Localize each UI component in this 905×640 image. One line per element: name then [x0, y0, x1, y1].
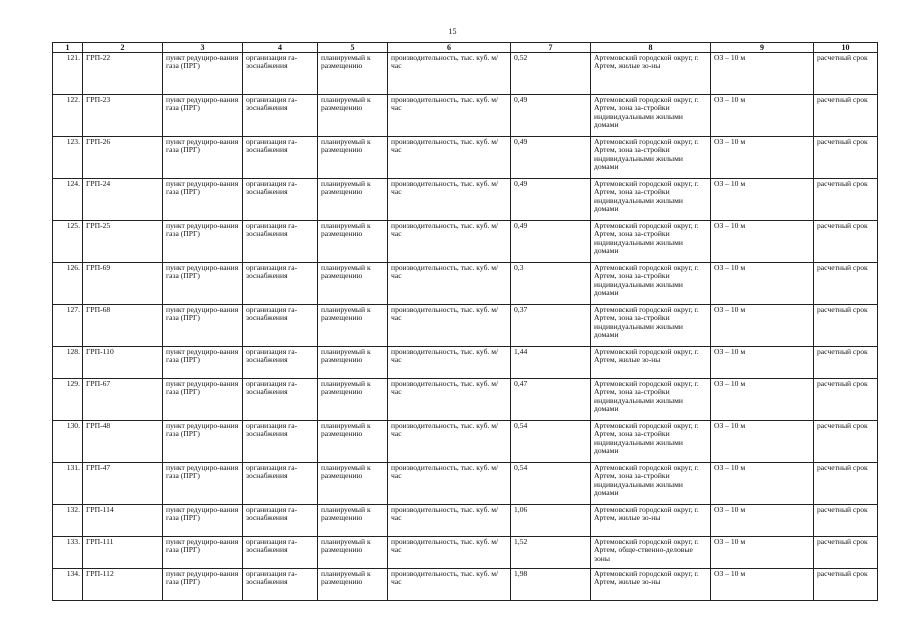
protection-zone-cell: ОЗ – 10 м [711, 379, 814, 421]
term-cell: расчетный срок [814, 95, 878, 137]
table-row [53, 379, 878, 421]
location-cell: Артемовский городской округ, г. Артем, зона за-стройки индивидуальными жилыми домами [591, 179, 711, 221]
term-cell: расчетный срок [814, 179, 878, 221]
value-cell: 0,37 [511, 305, 591, 347]
column-number-10: 10 [814, 43, 878, 53]
object-name-cell: ГРП-69 [83, 263, 163, 305]
parameter-cell: производительность, тыс. куб. м/час [388, 221, 511, 263]
value-cell: 0,54 [511, 421, 591, 463]
object-name-cell: ГРП-26 [83, 137, 163, 179]
object-name-cell: ГРП-110 [83, 347, 163, 379]
location-cell: Артемовский городской округ, г. Артем, жилые зо-ны [591, 53, 711, 95]
object-type-cell: пункт редуциро-вания газа (ПРГ) [163, 505, 243, 537]
value-cell: 0,3 [511, 263, 591, 305]
table-row [53, 347, 878, 379]
object-type-cell: пункт редуциро-вания газа (ПРГ) [163, 569, 243, 601]
parameter-cell: производительность, тыс. куб. м/час [388, 53, 511, 95]
parameter-cell: производительность, тыс. куб. м/час [388, 421, 511, 463]
term-cell: расчетный срок [814, 421, 878, 463]
parameter-cell: производительность, тыс. куб. м/час [388, 505, 511, 537]
row-number-cell: 128. [53, 347, 83, 379]
column-number-6: 6 [388, 43, 511, 53]
parameter-cell: производительность, тыс. куб. м/час [388, 263, 511, 305]
purpose-cell: организация га-зоснабжения [243, 137, 318, 179]
purpose-cell: организация га-зоснабжения [243, 221, 318, 263]
parameter-cell: производительность, тыс. куб. м/час [388, 137, 511, 179]
value-cell: 0,47 [511, 379, 591, 421]
row-number-cell: 122. [53, 95, 83, 137]
object-name-cell: ГРП-24 [83, 179, 163, 221]
status-cell: планируемый к размещению [318, 221, 388, 263]
status-cell: планируемый к размещению [318, 179, 388, 221]
table-row [53, 537, 878, 569]
protection-zone-cell: ОЗ – 10 м [711, 137, 814, 179]
row-number-cell: 127. [53, 305, 83, 347]
purpose-cell: организация га-зоснабжения [243, 347, 318, 379]
protection-zone-cell: ОЗ – 10 м [711, 95, 814, 137]
protection-zone-cell: ОЗ – 10 м [711, 347, 814, 379]
row-number-cell: 121. [53, 53, 83, 95]
object-type-cell: пункт редуциро-вания газа (ПРГ) [163, 421, 243, 463]
row-number-cell: 125. [53, 221, 83, 263]
protection-zone-cell: ОЗ – 10 м [711, 263, 814, 305]
term-cell: расчетный срок [814, 569, 878, 601]
term-cell: расчетный срок [814, 305, 878, 347]
location-cell: Артемовский городской округ, г. Артем, обще-ственно-деловые зоны [591, 537, 711, 569]
object-type-cell: пункт редуциро-вания газа (ПРГ) [163, 137, 243, 179]
table-row [53, 137, 878, 179]
parameter-cell: производительность, тыс. куб. м/час [388, 379, 511, 421]
value-cell: 1,98 [511, 569, 591, 601]
term-cell: расчетный срок [814, 221, 878, 263]
status-cell: планируемый к размещению [318, 263, 388, 305]
status-cell: планируемый к размещению [318, 537, 388, 569]
term-cell: расчетный срок [814, 137, 878, 179]
location-cell: Артемовский городской округ, г. Артем, жилые зо-ны [591, 569, 711, 601]
object-type-cell: пункт редуциро-вания газа (ПРГ) [163, 263, 243, 305]
column-number-header-row [53, 43, 878, 53]
status-cell: планируемый к размещению [318, 421, 388, 463]
term-cell: расчетный срок [814, 379, 878, 421]
protection-zone-cell: ОЗ – 10 м [711, 179, 814, 221]
parameter-cell: производительность, тыс. куб. м/час [388, 347, 511, 379]
parameter-cell: производительность, тыс. куб. м/час [388, 305, 511, 347]
column-number-9: 9 [711, 43, 814, 53]
register-table [52, 42, 878, 601]
location-cell: Артемовский городской округ, г. Артем, зона за-стройки индивидуальными жилыми домами [591, 379, 711, 421]
object-name-cell: ГРП-22 [83, 53, 163, 95]
location-cell: Артемовский городской округ, г. Артем, зона за-стройки индивидуальными жилыми домами [591, 421, 711, 463]
status-cell: планируемый к размещению [318, 347, 388, 379]
location-cell: Артемовский городской округ, г. Артем, зона за-стройки индивидуальными жилыми домами [591, 95, 711, 137]
table-row [53, 463, 878, 505]
page-number: 15 [448, 27, 457, 36]
location-cell: Артемовский городской округ, г. Артем, зона за-стройки индивидуальными жилыми домами [591, 221, 711, 263]
table-row [53, 569, 878, 601]
object-type-cell: пункт редуциро-вания газа (ПРГ) [163, 305, 243, 347]
object-type-cell: пункт редуциро-вания газа (ПРГ) [163, 537, 243, 569]
location-cell: Артемовский городской округ, г. Артем, зона за-стройки индивидуальными жилыми домами [591, 137, 711, 179]
purpose-cell: организация га-зоснабжения [243, 179, 318, 221]
status-cell: планируемый к размещению [318, 569, 388, 601]
status-cell: планируемый к размещению [318, 95, 388, 137]
object-type-cell: пункт редуциро-вания газа (ПРГ) [163, 53, 243, 95]
row-number-cell: 131. [53, 463, 83, 505]
object-name-cell: ГРП-47 [83, 463, 163, 505]
value-cell: 0,49 [511, 221, 591, 263]
row-number-cell: 133. [53, 537, 83, 569]
column-number-5: 5 [318, 43, 388, 53]
column-number-2: 2 [83, 43, 163, 53]
purpose-cell: организация га-зоснабжения [243, 53, 318, 95]
row-number-cell: 124. [53, 179, 83, 221]
object-name-cell: ГРП-114 [83, 505, 163, 537]
protection-zone-cell: ОЗ – 10 м [711, 569, 814, 601]
row-number-cell: 126. [53, 263, 83, 305]
table-body [53, 53, 878, 601]
object-name-cell: ГРП-111 [83, 537, 163, 569]
purpose-cell: организация га-зоснабжения [243, 569, 318, 601]
column-number-4: 4 [243, 43, 318, 53]
object-name-cell: ГРП-68 [83, 305, 163, 347]
purpose-cell: организация га-зоснабжения [243, 505, 318, 537]
purpose-cell: организация га-зоснабжения [243, 463, 318, 505]
parameter-cell: производительность, тыс. куб. м/час [388, 179, 511, 221]
location-cell: Артемовский городской округ, г. Артем, зона за-стройки индивидуальными жилыми домами [591, 263, 711, 305]
object-type-cell: пункт редуциро-вания газа (ПРГ) [163, 379, 243, 421]
protection-zone-cell: ОЗ – 10 м [711, 221, 814, 263]
parameter-cell: производительность, тыс. куб. м/час [388, 537, 511, 569]
object-name-cell: ГРП-48 [83, 421, 163, 463]
value-cell: 0,49 [511, 137, 591, 179]
term-cell: расчетный срок [814, 53, 878, 95]
parameter-cell: производительность, тыс. куб. м/час [388, 569, 511, 601]
status-cell: планируемый к размещению [318, 463, 388, 505]
term-cell: расчетный срок [814, 463, 878, 505]
status-cell: планируемый к размещению [318, 305, 388, 347]
column-number-1: 1 [53, 43, 83, 53]
location-cell: Артемовский городской округ, г. Артем, жилые зо-ны [591, 347, 711, 379]
protection-zone-cell: ОЗ – 10 м [711, 53, 814, 95]
term-cell: расчетный срок [814, 537, 878, 569]
purpose-cell: организация га-зоснабжения [243, 537, 318, 569]
table-row [53, 53, 878, 95]
purpose-cell: организация га-зоснабжения [243, 379, 318, 421]
status-cell: планируемый к размещению [318, 137, 388, 179]
value-cell: 1,52 [511, 537, 591, 569]
object-name-cell: ГРП-25 [83, 221, 163, 263]
protection-zone-cell: ОЗ – 10 м [711, 421, 814, 463]
row-number-cell: 123. [53, 137, 83, 179]
table-row [53, 179, 878, 221]
value-cell: 1,44 [511, 347, 591, 379]
term-cell: расчетный срок [814, 505, 878, 537]
purpose-cell: организация га-зоснабжения [243, 95, 318, 137]
table-row [53, 305, 878, 347]
term-cell: расчетный срок [814, 347, 878, 379]
protection-zone-cell: ОЗ – 10 м [711, 463, 814, 505]
term-cell: расчетный срок [814, 263, 878, 305]
value-cell: 0,52 [511, 53, 591, 95]
column-number-3: 3 [163, 43, 243, 53]
value-cell: 0,54 [511, 463, 591, 505]
object-name-cell: ГРП-67 [83, 379, 163, 421]
location-cell: Артемовский городской округ, г. Артем, зона за-стройки индивидуальными жилыми домами [591, 305, 711, 347]
table-row [53, 221, 878, 263]
object-type-cell: пункт редуциро-вания газа (ПРГ) [163, 95, 243, 137]
column-number-7: 7 [511, 43, 591, 53]
table-row [53, 421, 878, 463]
protection-zone-cell: ОЗ – 10 м [711, 505, 814, 537]
status-cell: планируемый к размещению [318, 53, 388, 95]
status-cell: планируемый к размещению [318, 379, 388, 421]
status-cell: планируемый к размещению [318, 505, 388, 537]
object-name-cell: ГРП-112 [83, 569, 163, 601]
object-type-cell: пункт редуциро-вания газа (ПРГ) [163, 463, 243, 505]
object-type-cell: пункт редуциро-вания газа (ПРГ) [163, 179, 243, 221]
purpose-cell: организация га-зоснабжения [243, 263, 318, 305]
column-number-8: 8 [591, 43, 711, 53]
purpose-cell: организация га-зоснабжения [243, 421, 318, 463]
object-type-cell: пункт редуциро-вания газа (ПРГ) [163, 221, 243, 263]
object-name-cell: ГРП-23 [83, 95, 163, 137]
protection-zone-cell: ОЗ – 10 м [711, 537, 814, 569]
row-number-cell: 129. [53, 379, 83, 421]
row-number-cell: 132. [53, 505, 83, 537]
row-number-cell: 134. [53, 569, 83, 601]
table-row [53, 95, 878, 137]
value-cell: 1,06 [511, 505, 591, 537]
location-cell: Артемовский городской округ, г. Артем, зона за-стройки индивидуальными жилыми домами [591, 463, 711, 505]
table-row [53, 263, 878, 305]
parameter-cell: производительность, тыс. куб. м/час [388, 463, 511, 505]
purpose-cell: организация га-зоснабжения [243, 305, 318, 347]
parameter-cell: производительность, тыс. куб. м/час [388, 95, 511, 137]
location-cell: Артемовский городской округ, г. Артем, жилые зо-ны [591, 505, 711, 537]
object-type-cell: пункт редуциро-вания газа (ПРГ) [163, 347, 243, 379]
row-number-cell: 130. [53, 421, 83, 463]
table-row [53, 505, 878, 537]
value-cell: 0,49 [511, 179, 591, 221]
protection-zone-cell: ОЗ – 10 м [711, 305, 814, 347]
value-cell: 0,49 [511, 95, 591, 137]
